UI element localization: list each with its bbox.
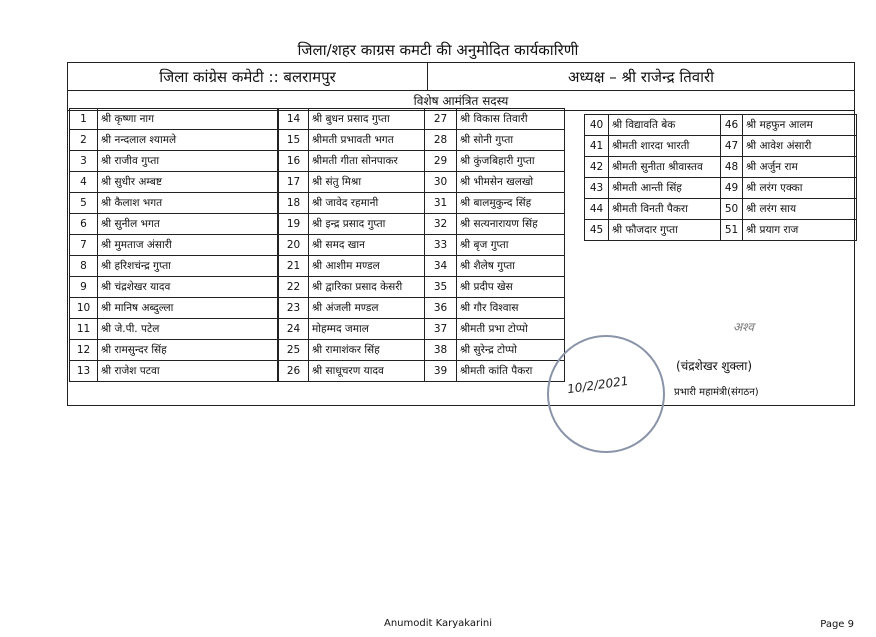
member-name: श्री साधूचरण यादव: [309, 361, 425, 382]
member-row: [425, 298, 565, 319]
signatory-role: प्रभारी महामंत्री(संगठन): [674, 387, 759, 398]
document-title: जिला/शहर काग्रस कमटी की अनुमोदित कार्यकारिणी: [297, 41, 579, 59]
member-row: [279, 361, 425, 382]
page-number: Page 9: [820, 619, 854, 630]
member-number: 31: [425, 193, 457, 214]
member-row: [70, 319, 278, 340]
member-row: [425, 361, 565, 382]
member-number: 49: [721, 178, 743, 199]
member-name: श्री प्रयाग राज: [743, 220, 857, 241]
member-number: 6: [70, 214, 98, 235]
member-name: श्रीमती कांति पैकरा: [457, 361, 565, 382]
member-row: [425, 256, 565, 277]
member-number: 51: [721, 220, 743, 241]
member-number: 2: [70, 130, 98, 151]
member-row: [279, 235, 425, 256]
member-name: श्री सुरेन्द्र टोप्पो: [457, 340, 565, 361]
handwritten-initials: अश्व: [733, 320, 754, 334]
member-number: 24: [279, 319, 309, 340]
member-number: 7: [70, 235, 98, 256]
member-row: [279, 319, 425, 340]
member-number: 33: [425, 235, 457, 256]
member-name: श्री गौर विश्वास: [457, 298, 565, 319]
member-number: 4: [70, 172, 98, 193]
member-name: श्री आशीम मण्डल: [309, 256, 425, 277]
member-row: [70, 256, 278, 277]
member-row: [585, 220, 721, 241]
member-name: श्री चंद्रशेखर यादव: [98, 277, 278, 298]
member-number: 36: [425, 298, 457, 319]
member-number: 8: [70, 256, 98, 277]
member-name: श्री सोनी गुप्ता: [457, 130, 565, 151]
president-header: अध्यक्ष – श्री राजेन्द्र तिवारी: [428, 63, 854, 91]
members-table-5: [720, 114, 857, 241]
member-name: श्री विकास तिवारी: [457, 109, 565, 130]
member-name: श्री नन्दलाल श्यामले: [98, 130, 278, 151]
member-number: 26: [279, 361, 309, 382]
member-number: 38: [425, 340, 457, 361]
member-name: श्री इन्द्र प्रसाद गुप्ता: [309, 214, 425, 235]
member-name: श्री अर्जुन राम: [743, 157, 857, 178]
member-number: 13: [70, 361, 98, 382]
member-row: [721, 157, 857, 178]
members-table-1: [69, 108, 278, 382]
member-name: श्री द्वारिका प्रसाद केसरी: [309, 277, 425, 298]
member-name: श्री कुंजबिहारी गुप्ता: [457, 151, 565, 172]
member-number: 22: [279, 277, 309, 298]
member-name: श्री राजीव गुप्ता: [98, 151, 278, 172]
member-number: 3: [70, 151, 98, 172]
member-name: श्री सुनील भगत: [98, 214, 278, 235]
member-number: 25: [279, 340, 309, 361]
member-name: श्री भीमसेन खलखो: [457, 172, 565, 193]
member-number: 23: [279, 298, 309, 319]
member-number: 32: [425, 214, 457, 235]
member-number: 34: [425, 256, 457, 277]
member-row: [425, 235, 565, 256]
member-number: 29: [425, 151, 457, 172]
member-row: [279, 109, 425, 130]
member-number: 43: [585, 178, 609, 199]
member-name: श्री कृष्णा नाग: [98, 109, 278, 130]
member-row: [721, 178, 857, 199]
member-row: [70, 298, 278, 319]
member-number: 44: [585, 199, 609, 220]
member-name: मोहम्मद जमाल: [309, 319, 425, 340]
member-row: [425, 214, 565, 235]
member-name: श्री बुधन प्रसाद गुप्ता: [309, 109, 425, 130]
member-name: श्री लरंग साय: [743, 199, 857, 220]
member-name: श्री लरंग एक्का: [743, 178, 857, 199]
member-number: 15: [279, 130, 309, 151]
member-row: [721, 220, 857, 241]
member-number: 16: [279, 151, 309, 172]
member-name: श्री शैलेष गुप्ता: [457, 256, 565, 277]
member-number: 12: [70, 340, 98, 361]
member-name: श्री आवेश अंसारी: [743, 136, 857, 157]
member-name: श्री सुधीर अम्बष्ट: [98, 172, 278, 193]
member-row: [425, 130, 565, 151]
member-row: [425, 319, 565, 340]
member-name: श्री समद खान: [309, 235, 425, 256]
member-name: श्री मानिष अब्दुल्ला: [98, 298, 278, 319]
member-number: 50: [721, 199, 743, 220]
member-number: 10: [70, 298, 98, 319]
member-name: श्री महफुन आलम: [743, 115, 857, 136]
member-row: [279, 172, 425, 193]
member-name: श्री रामाशंकर सिंह: [309, 340, 425, 361]
member-number: 20: [279, 235, 309, 256]
member-row: [585, 178, 721, 199]
members-table-2: [278, 108, 425, 382]
member-row: [721, 199, 857, 220]
page-footer: Anumodit Karyakarini: [383, 618, 493, 629]
member-number: 30: [425, 172, 457, 193]
member-row: [585, 199, 721, 220]
member-row: [425, 151, 565, 172]
district-committee-header: जिला कांग्रेस कमेटी :: बलरामपुर: [68, 63, 428, 91]
member-row: [279, 130, 425, 151]
member-name: श्री हरिशचंन्द्र गुप्ता: [98, 256, 278, 277]
member-row: [70, 109, 278, 130]
member-name: श्री संतु मिश्रा: [309, 172, 425, 193]
member-number: 41: [585, 136, 609, 157]
member-name: श्रीमती शारदा भारती: [609, 136, 721, 157]
member-name: श्री जे.पी. पटेल: [98, 319, 278, 340]
members-table-4: [584, 114, 721, 241]
member-row: [721, 115, 857, 136]
member-row: [70, 361, 278, 382]
member-name: श्री सत्यनारायण सिंह: [457, 214, 565, 235]
member-name: श्री रामसुन्दर सिंह: [98, 340, 278, 361]
member-number: 17: [279, 172, 309, 193]
member-number: 27: [425, 109, 457, 130]
member-name: श्री कैलाश भगत: [98, 193, 278, 214]
member-number: 1: [70, 109, 98, 130]
member-number: 5: [70, 193, 98, 214]
member-number: 14: [279, 109, 309, 130]
stamp-date: 10/2/2021: [566, 373, 630, 397]
member-name: श्री फौजदार गुप्ता: [609, 220, 721, 241]
member-name: श्रीमती गीता सोनपाकर: [309, 151, 425, 172]
member-row: [279, 193, 425, 214]
member-name: श्रीमती विनती पैकरा: [609, 199, 721, 220]
member-number: 18: [279, 193, 309, 214]
member-number: 37: [425, 319, 457, 340]
member-row: [585, 136, 721, 157]
member-row: [425, 193, 565, 214]
member-name: श्रीमती आन्ती सिंह: [609, 178, 721, 199]
signatory-name: (चंद्रशेखर शुक्ला): [676, 359, 752, 373]
member-row: [70, 151, 278, 172]
member-number: 35: [425, 277, 457, 298]
member-number: 42: [585, 157, 609, 178]
member-number: 28: [425, 130, 457, 151]
member-row: [721, 136, 857, 157]
member-row: [279, 298, 425, 319]
member-name: श्री अंजली मण्डल: [309, 298, 425, 319]
member-number: 45: [585, 220, 609, 241]
member-row: [70, 130, 278, 151]
member-number: 21: [279, 256, 309, 277]
member-row: [279, 256, 425, 277]
member-row: [70, 235, 278, 256]
member-number: 11: [70, 319, 98, 340]
member-name: श्रीमती सुनीता श्रीवास्तव: [609, 157, 721, 178]
member-row: [70, 277, 278, 298]
member-name: श्रीमती प्रभा टोप्पो: [457, 319, 565, 340]
member-row: [279, 340, 425, 361]
member-number: 9: [70, 277, 98, 298]
member-number: 46: [721, 115, 743, 136]
member-row: [70, 193, 278, 214]
member-row: [70, 214, 278, 235]
member-row: [585, 115, 721, 136]
member-number: 40: [585, 115, 609, 136]
special-invitees-subheader: विशेष आमंत्रित सदस्य: [68, 91, 854, 111]
member-row: [425, 172, 565, 193]
member-number: 47: [721, 136, 743, 157]
member-row: [279, 151, 425, 172]
member-row: [425, 109, 565, 130]
member-row: [279, 214, 425, 235]
member-name: श्री मुमताज अंसारी: [98, 235, 278, 256]
member-name: श्री जावेद रहमानी: [309, 193, 425, 214]
member-name: श्री राजेश पटवा: [98, 361, 278, 382]
member-name: श्री बृज गुप्ता: [457, 235, 565, 256]
member-name: श्री विद्यावति बेक: [609, 115, 721, 136]
member-number: 39: [425, 361, 457, 382]
member-row: [70, 172, 278, 193]
member-number: 48: [721, 157, 743, 178]
member-row: [279, 277, 425, 298]
member-name: श्री बालमुकुन्द सिंह: [457, 193, 565, 214]
member-row: [425, 277, 565, 298]
member-row: [585, 157, 721, 178]
members-table-3: [424, 108, 565, 382]
member-row: [425, 340, 565, 361]
member-name: श्री प्रदीप खेस: [457, 277, 565, 298]
member-row: [70, 340, 278, 361]
member-name: श्रीमती प्रभावती भगत: [309, 130, 425, 151]
official-seal: [547, 335, 665, 453]
member-number: 19: [279, 214, 309, 235]
